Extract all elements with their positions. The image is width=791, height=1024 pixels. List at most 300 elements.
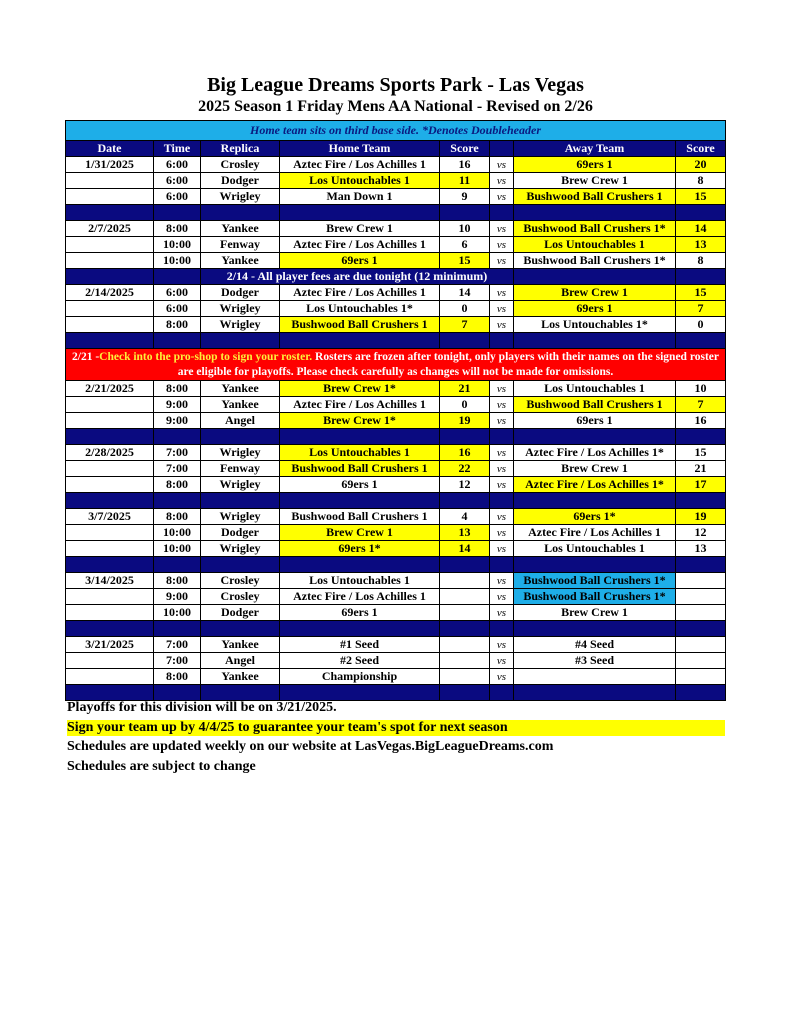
away-team: Bushwood Ball Crushers 1* [514,589,676,605]
away-team: #3 Seed [514,653,676,669]
spacer-cell [154,685,201,701]
field-name: Wrigley [201,301,280,317]
vs-label: vs [490,669,514,685]
away-score: 0 [676,317,726,333]
away-team: Los Untouchables 1 [514,541,676,557]
home-team: #2 Seed [280,653,440,669]
home-score [440,669,490,685]
spacer-cell [154,269,201,285]
game-date [66,237,154,253]
spacer-cell [154,205,201,221]
spacer-cell [201,557,280,573]
game-date: 2/28/2025 [66,445,154,461]
column-header: Date [66,141,154,157]
away-team: Bushwood Ball Crushers 1* [514,221,676,237]
away-score [676,653,726,669]
spacer-cell [66,333,154,349]
website-note: Schedules are updated weekly on our website at LasVegas.BigLeagueDreams.com [67,739,554,754]
home-score: 9 [440,189,490,205]
field-name: Crosley [201,157,280,173]
spacer-cell [440,429,490,445]
vs-label: vs [490,285,514,301]
spacer-cell [514,333,676,349]
home-score: 15 [440,253,490,269]
field-name: Crosley [201,589,280,605]
away-team: 69ers 1 [514,301,676,317]
column-header: Score [676,141,726,157]
spacer-cell [440,557,490,573]
vs-label: vs [490,653,514,669]
spacer-cell [66,269,154,285]
table-row [66,461,726,477]
spacer-cell [66,429,154,445]
game-date [66,189,154,205]
spacer-cell [514,429,676,445]
table-row [66,653,726,669]
away-team: Los Untouchables 1 [514,381,676,397]
game-time: 10:00 [154,605,201,621]
away-team: Aztec Fire / Los Achilles 1* [514,445,676,461]
away-score [676,669,726,685]
fee-note: 2/14 - All player fees are due tonight (12 minimum) [201,269,514,285]
game-date: 3/7/2025 [66,509,154,525]
home-team: 69ers 1 [280,605,440,621]
game-date: 2/7/2025 [66,221,154,237]
game-time: 6:00 [154,173,201,189]
home-score [440,589,490,605]
game-date [66,173,154,189]
spacer-cell [490,429,514,445]
home-score: 22 [440,461,490,477]
vs-label: vs [490,589,514,605]
game-time: 6:00 [154,157,201,173]
home-team: Los Untouchables 1* [280,301,440,317]
field-name: Yankee [201,669,280,685]
spacer-cell [280,557,440,573]
table-row [66,541,726,557]
away-score [676,573,726,589]
vs-label: vs [490,237,514,253]
home-team: Los Untouchables 1 [280,445,440,461]
away-team: Aztec Fire / Los Achilles 1 [514,525,676,541]
spacer-cell [201,429,280,445]
away-score: 21 [676,461,726,477]
away-score: 15 [676,445,726,461]
spacer-cell [676,205,726,221]
table-row [66,173,726,189]
vs-label: vs [490,253,514,269]
home-score: 0 [440,301,490,317]
game-time: 6:00 [154,285,201,301]
spacer-cell [201,685,280,701]
away-team: Brew Crew 1 [514,173,676,189]
home-team: Brew Crew 1* [280,381,440,397]
spacer-cell [201,493,280,509]
alert-date: 2/21 - [72,350,100,363]
spacer-cell [514,685,676,701]
table-row [66,189,726,205]
home-team: Aztec Fire / Los Achilles 1 [280,285,440,301]
field-name: Yankee [201,637,280,653]
home-team: Brew Crew 1* [280,413,440,429]
home-team: Brew Crew 1 [280,525,440,541]
table-row [66,589,726,605]
table-row [66,669,726,685]
alert-highlight: Check into the pro-shop to sign your roster. [99,350,313,363]
home-team: Los Untouchables 1 [280,173,440,189]
roster-alert-row [66,349,726,381]
table-row [66,221,726,237]
away-score: 7 [676,301,726,317]
home-score: 14 [440,285,490,301]
game-time: 8:00 [154,221,201,237]
vs-label: vs [490,573,514,589]
field-name: Dodger [201,605,280,621]
field-name: Yankee [201,381,280,397]
game-time: 8:00 [154,477,201,493]
spacer-cell [676,493,726,509]
away-score: 16 [676,413,726,429]
game-date [66,413,154,429]
spacer-cell [280,685,440,701]
away-team: 69ers 1* [514,509,676,525]
home-team: 69ers 1 [280,477,440,493]
column-header: Score [440,141,490,157]
spacer-cell [514,269,676,285]
field-name: Yankee [201,221,280,237]
game-date [66,253,154,269]
home-team: Aztec Fire / Los Achilles 1 [280,237,440,253]
spacer-cell [201,205,280,221]
home-team: Bushwood Ball Crushers 1 [280,509,440,525]
game-time: 9:00 [154,397,201,413]
away-team: Aztec Fire / Los Achilles 1* [514,477,676,493]
note-row [66,269,726,285]
field-name: Wrigley [201,445,280,461]
column-header: Time [154,141,201,157]
field-name: Wrigley [201,477,280,493]
spacer-row [66,685,726,701]
home-score [440,653,490,669]
roster-alert [66,349,726,381]
game-time: 6:00 [154,301,201,317]
vs-label: vs [490,445,514,461]
game-time: 8:00 [154,317,201,333]
spacer-cell [280,333,440,349]
game-time: 9:00 [154,589,201,605]
field-name: Yankee [201,253,280,269]
home-score [440,605,490,621]
field-name: Angel [201,653,280,669]
home-score: 13 [440,525,490,541]
spacer-cell [676,557,726,573]
home-score: 10 [440,221,490,237]
home-score: 6 [440,237,490,253]
spacer-cell [66,493,154,509]
spacer-row [66,621,726,637]
table-row [66,285,726,301]
column-header: Away Team [514,141,676,157]
game-time: 10:00 [154,253,201,269]
game-date [66,653,154,669]
field-name: Wrigley [201,317,280,333]
away-team: Bushwood Ball Crushers 1 [514,189,676,205]
spacer-cell [154,621,201,637]
home-team: Bushwood Ball Crushers 1 [280,317,440,333]
spacer-cell [676,333,726,349]
home-team: #1 Seed [280,637,440,653]
field-name: Crosley [201,573,280,589]
game-date [66,589,154,605]
spacer-row [66,493,726,509]
vs-label: vs [490,525,514,541]
away-score: 20 [676,157,726,173]
spacer-cell [154,493,201,509]
game-date: 1/31/2025 [66,157,154,173]
field-name: Dodger [201,173,280,189]
column-header: Replica [201,141,280,157]
vs-label: vs [490,413,514,429]
spacer-cell [154,557,201,573]
spacer-cell [490,493,514,509]
spacer-cell [676,429,726,445]
spacer-cell [514,621,676,637]
field-name: Wrigley [201,541,280,557]
vs-label: vs [490,173,514,189]
table-row [66,477,726,493]
game-time: 6:00 [154,189,201,205]
spacer-cell [280,205,440,221]
away-score: 19 [676,509,726,525]
game-time: 9:00 [154,413,201,429]
spacer-cell [514,205,676,221]
away-score: 7 [676,397,726,413]
info-banner: Home team sits on third base side. *Denotes Doubleheader [66,121,726,141]
spacer-cell [514,493,676,509]
table-row [66,301,726,317]
field-name: Dodger [201,525,280,541]
vs-label: vs [490,189,514,205]
home-team: Bushwood Ball Crushers 1 [280,461,440,477]
away-team: Los Untouchables 1 [514,237,676,253]
vs-label: vs [490,301,514,317]
away-team: #4 Seed [514,637,676,653]
away-score: 13 [676,237,726,253]
column-header [490,141,514,157]
home-team: 69ers 1 [280,253,440,269]
spacer-cell [490,557,514,573]
game-date [66,477,154,493]
away-team: 69ers 1 [514,413,676,429]
game-date [66,397,154,413]
page-subtitle: 2025 Season 1 Friday Mens AA National - Revised on 2/26 [198,98,593,115]
schedule-table [65,120,726,701]
spacer-cell [490,685,514,701]
table-row [66,413,726,429]
home-score [440,573,490,589]
home-team: Aztec Fire / Los Achilles 1 [280,157,440,173]
home-score: 16 [440,445,490,461]
spacer-cell [490,205,514,221]
signup-note: Sign your team up by 4/4/25 to guarantee your team's spot for next season [67,720,725,736]
game-time: 10:00 [154,525,201,541]
away-score: 12 [676,525,726,541]
spacer-row [66,333,726,349]
away-score [676,605,726,621]
away-team: 69ers 1 [514,157,676,173]
game-date [66,541,154,557]
field-name: Fenway [201,237,280,253]
page-title: Big League Dreams Sports Park - Las Vegas [207,74,584,96]
table-row [66,573,726,589]
home-score: 19 [440,413,490,429]
table-row [66,637,726,653]
home-score: 11 [440,173,490,189]
table-row [66,317,726,333]
table-row [66,237,726,253]
game-time: 10:00 [154,237,201,253]
game-time: 7:00 [154,637,201,653]
vs-label: vs [490,397,514,413]
spacer-cell [676,269,726,285]
away-score: 15 [676,285,726,301]
spacer-cell [514,557,676,573]
table-row [66,525,726,541]
spacer-cell [66,205,154,221]
home-score: 14 [440,541,490,557]
away-score: 8 [676,173,726,189]
spacer-cell [201,621,280,637]
change-note: Schedules are subject to change [67,759,256,774]
away-score: 10 [676,381,726,397]
vs-label: vs [490,637,514,653]
home-team: Aztec Fire / Los Achilles 1 [280,589,440,605]
away-team: Brew Crew 1 [514,461,676,477]
home-score: 0 [440,397,490,413]
vs-label: vs [490,605,514,621]
away-score [676,637,726,653]
spacer-cell [440,685,490,701]
table-row [66,509,726,525]
game-time: 7:00 [154,653,201,669]
home-score: 4 [440,509,490,525]
spacer-cell [490,621,514,637]
alert-text: Rosters are frozen after tonight, only players with their names on the signed roster are eligible for playoffs. Please check carefully as changes will not be made for omissions. [177,350,719,378]
home-team: Los Untouchables 1 [280,573,440,589]
away-score: 15 [676,189,726,205]
game-date [66,317,154,333]
spacer-cell [66,685,154,701]
spacer-cell [490,333,514,349]
game-date [66,605,154,621]
home-team: 69ers 1* [280,541,440,557]
away-team: Brew Crew 1 [514,285,676,301]
spacer-cell [154,429,201,445]
away-score: 14 [676,221,726,237]
spacer-cell [440,621,490,637]
game-time: 7:00 [154,461,201,477]
away-score: 17 [676,477,726,493]
table-row [66,605,726,621]
away-team: Brew Crew 1 [514,605,676,621]
field-name: Dodger [201,285,280,301]
game-date: 3/14/2025 [66,573,154,589]
field-name: Fenway [201,461,280,477]
vs-label: vs [490,461,514,477]
game-date [66,301,154,317]
spacer-row [66,557,726,573]
home-team: Aztec Fire / Los Achilles 1 [280,397,440,413]
home-score [440,637,490,653]
spacer-cell [676,685,726,701]
spacer-cell [66,621,154,637]
away-score: 8 [676,253,726,269]
vs-label: vs [490,157,514,173]
away-team [514,669,676,685]
spacer-cell [440,493,490,509]
spacer-cell [201,333,280,349]
game-time: 8:00 [154,509,201,525]
home-team: Championship [280,669,440,685]
spacer-cell [280,493,440,509]
away-score [676,589,726,605]
table-row [66,157,726,173]
vs-label: vs [490,509,514,525]
table-row [66,397,726,413]
vs-label: vs [490,221,514,237]
game-time: 7:00 [154,445,201,461]
game-date: 2/14/2025 [66,285,154,301]
home-team: Man Down 1 [280,189,440,205]
game-date: 3/21/2025 [66,637,154,653]
game-date [66,669,154,685]
away-score: 13 [676,541,726,557]
spacer-cell [440,205,490,221]
field-name: Wrigley [201,509,280,525]
game-date [66,525,154,541]
spacer-cell [280,429,440,445]
home-score: 16 [440,157,490,173]
game-time: 8:00 [154,573,201,589]
game-time: 8:00 [154,381,201,397]
field-name: Wrigley [201,189,280,205]
table-row [66,253,726,269]
home-team: Brew Crew 1 [280,221,440,237]
spacer-cell [154,333,201,349]
spacer-cell [280,621,440,637]
vs-label: vs [490,541,514,557]
table-row [66,381,726,397]
home-score: 12 [440,477,490,493]
vs-label: vs [490,381,514,397]
spacer-cell [440,333,490,349]
playoffs-note: Playoffs for this division will be on 3/21/2025. [67,700,337,715]
game-time: 10:00 [154,541,201,557]
away-team: Bushwood Ball Crushers 1* [514,253,676,269]
column-header: Home Team [280,141,440,157]
home-score: 7 [440,317,490,333]
game-time: 8:00 [154,669,201,685]
home-score: 21 [440,381,490,397]
table-row [66,445,726,461]
game-date: 2/21/2025 [66,381,154,397]
field-name: Yankee [201,397,280,413]
field-name: Angel [201,413,280,429]
vs-label: vs [490,477,514,493]
spacer-cell [66,557,154,573]
spacer-cell [676,621,726,637]
game-date [66,461,154,477]
